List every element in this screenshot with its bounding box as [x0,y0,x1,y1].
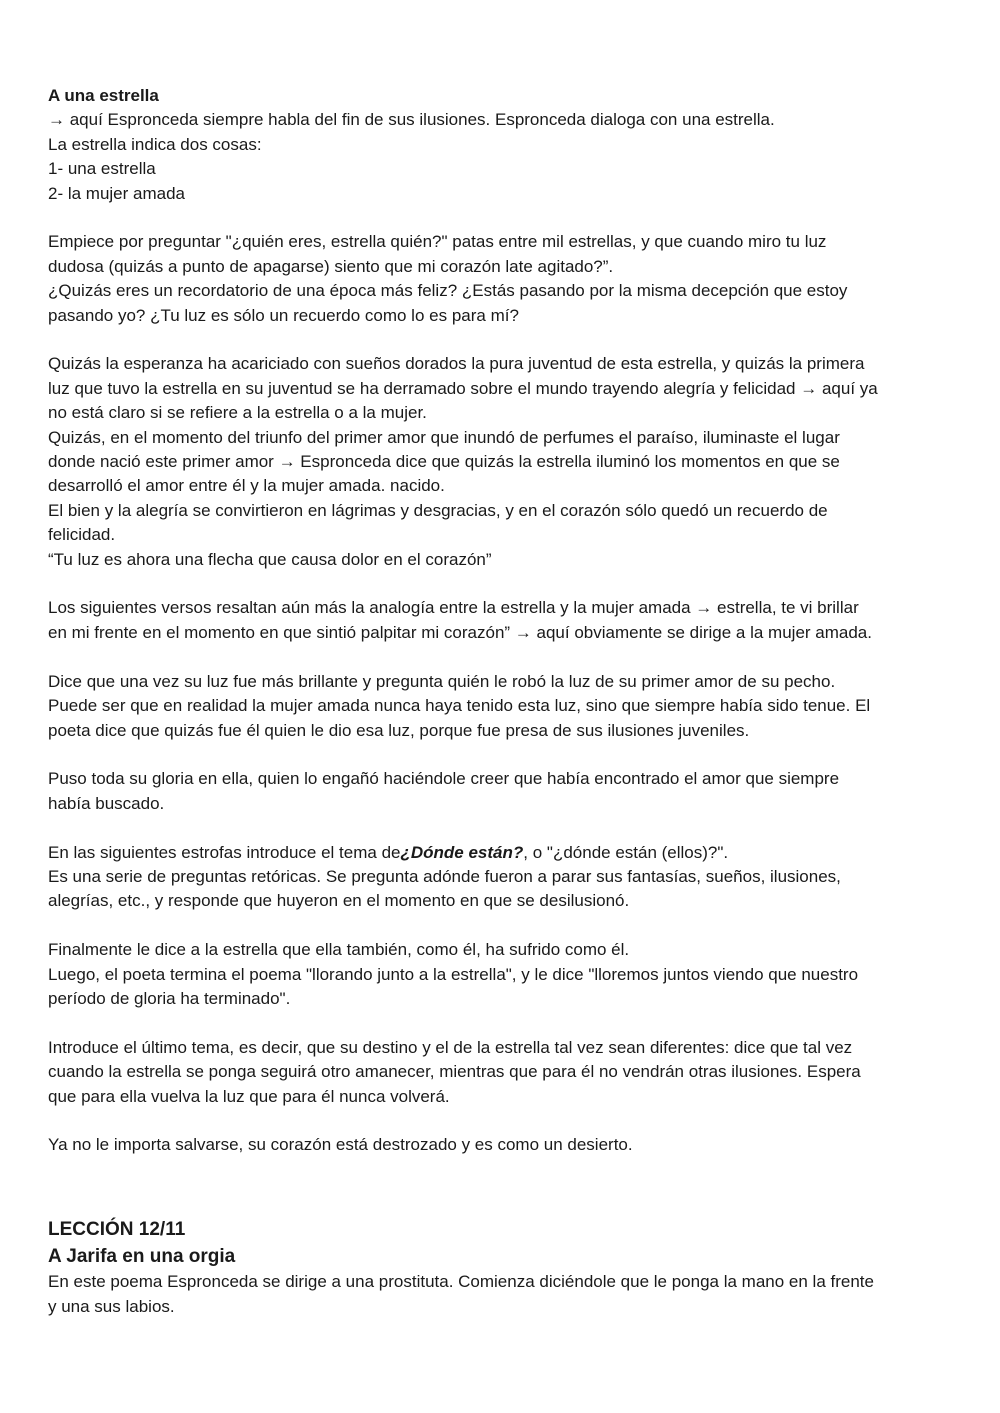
text-line: Introduce el último tema, es decir, que su destino y el de la estrella tal vez sean diferentes: dice que tal vez [48,1037,853,1057]
text-line: Finalmente le dice a la estrella que ella también, como él, ha sufrido como él. [48,940,630,960]
text-line [48,841,958,865]
text-line: Luego, el poeta termina el poema "llorando junto a la estrella", y le dice "lloremos juntos viendo que nuestro [48,964,859,984]
section-title: A una estrella [48,86,159,105]
text-line: había buscado. [48,793,165,813]
text-line: Los siguientes versos resaltan aún más la analogía entre la estrella y la mujer amada → estrella, te vi brillar [48,598,859,618]
text-line: desarrolló el amor entre él y la mujer amada. nacido. [48,476,445,496]
text-segment: En las siguientes estrofas introduce el tema de [48,842,401,862]
text-line: → aquí Espronceda siempre habla del fin de sus ilusiones. Espronceda dialoga con una estrella. [48,110,775,130]
document-page [48,84,958,1319]
text-line: ¿Quizás eres un recordatorio de una época más feliz? ¿Estás pasando por la misma decepción que estoy [48,281,848,301]
text-line: En este poema Espronceda se dirige a una prostituta. Comienza diciéndole que le ponga la mano en la frente [48,1272,874,1292]
text-line: donde nació este primer amor → Espronceda dice que quizás la estrella iluminó los momentos en que se [48,452,840,472]
text-line: período de gloria ha terminado". [48,988,291,1008]
text-line: El bien y la alegría se convirtieron en lágrimas y desgracias, y en el corazón sólo quedó un recuerdo de [48,500,828,520]
text-line: Quizás, en el momento del triunfo del primer amor que inundó de perfumes el paraíso, iluminaste el lugar [48,427,840,447]
text-line: luz que tuvo la estrella en su juventud se ha derramado sobre el mundo trayendo alegría y felicidad → aquí ya [48,378,878,398]
text-line: pasando yo? ¿Tu luz es sólo un recuerdo como lo es para mí? [48,305,519,325]
text-line: en mi frente en el momento en que sintió palpitar mi corazón” → aquí obviamente se dirige a la mujer amada. [48,622,872,642]
text-line: dudosa (quizás a punto de apagarse) siento que mi corazón late agitado?”. [48,256,614,276]
list-item: 1- una estrella [48,159,156,179]
text-line: Ya no le importa salvarse, su corazón está destrozado y es como un desierto. [48,1135,633,1155]
text-line: Empiece por preguntar "¿quién eres, estrella quién?" patas entre mil estrellas, y que cuando miro tu luz [48,232,827,252]
text-segment: , o "¿dónde están (ellos)?". [523,842,729,862]
emphasis-text: ¿Dónde están? [400,842,524,862]
text-line: Puso toda su gloria en ella, quien lo engañó haciéndole creer que había encontrado el amor que siempre [48,769,840,789]
text-line: cuando la estrella se ponga seguirá otro amanecer, mientras que para él no vendrán otras ilusiones. Espera [48,1062,861,1082]
text-line: Quizás la esperanza ha acariciado con sueños dorados la pura juventud de esta estrella, y quizás la primera [48,354,865,374]
section-title: A Jarifa en una orgia [48,1246,236,1268]
text-line: felicidad. [48,525,116,545]
text-line: y una sus labios. [48,1296,175,1316]
lesson-heading: LECCIÓN 12/11 [48,1219,186,1241]
text-line: alegrías, etc., y responde que huyeron en el momento en que se desilusionó. [48,891,630,911]
text-line: no está claro si se refiere a la estrella o a la mujer. [48,403,427,423]
text-line: Es una serie de preguntas retóricas. Se pregunta adónde fueron a parar sus fantasías, sueños, ilusiones, [48,866,841,886]
text-line: Dice que una vez su luz fue más brillante y pregunta quién le robó la luz de su primer amor de su pecho. [48,671,836,691]
text-line: Puede ser que en realidad la mujer amada nunca haya tenido esta luz, sino que siempre había sido tenue. El [48,696,871,716]
list-item: 2- la mujer amada [48,183,186,203]
text-line: que para ella vuelva la luz que para él nunca volverá. [48,1086,450,1106]
quote-line: “Tu luz es ahora una flecha que causa dolor en el corazón” [48,549,492,569]
text-line: La estrella indica dos cosas: [48,134,262,154]
text-line: poeta dice que quizás fue él quien le dio esa luz, porque fue presa de sus ilusiones juveniles. [48,720,750,740]
